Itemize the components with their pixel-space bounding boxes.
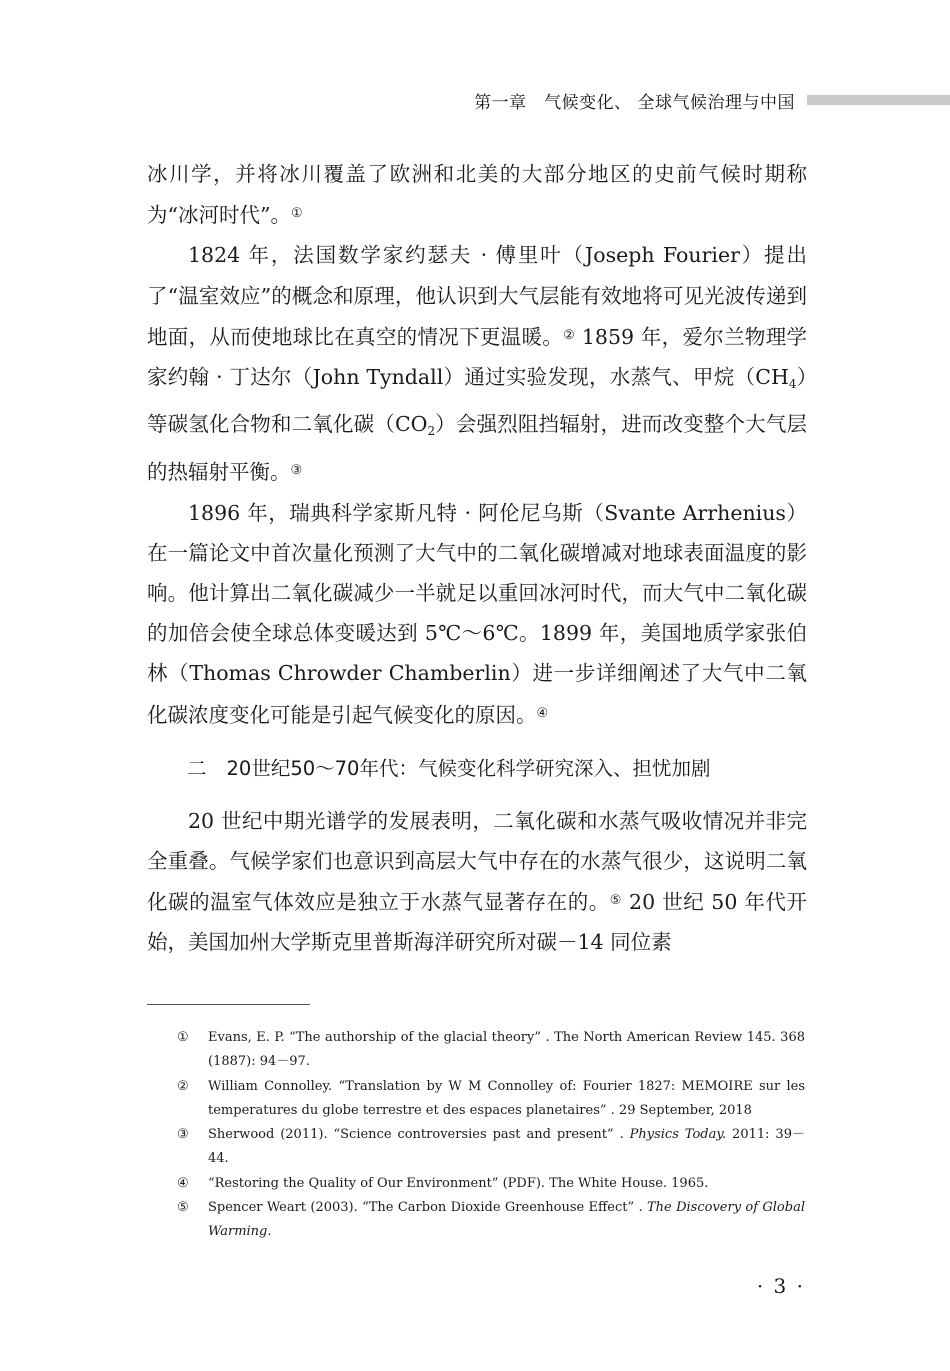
body-text [147, 154, 807, 963]
footnote-5-book-title: The Discovery of Global Warming. [208, 1200, 805, 1240]
footnote-2-text: William Connolley. “Translation by W M Connolley of: Fourier 1827: MEMOIRE sur les temperatures du globe terrestre et des espaces planetaires” . 29 September, 2018 [208, 1078, 805, 1118]
footnote-ref-1[interactable]: ① [290, 206, 303, 222]
footnote-3 [177, 1123, 805, 1172]
paragraph-2-text-b: 1859 年，爱尔兰物理学家约翰 · 丁达尔（John Tyndall）通过实验发现，水蒸气、甲烷（CH [147, 324, 808, 390]
paragraph-1-text: 冰川学，并将冰川覆盖了欧洲和北美的大部分地区的史前气候时期称为“冰河时代”。 [147, 162, 807, 228]
footnote-4-text: “Restoring the Quality of Our Environment” (PDF). The White House. 1965. [208, 1175, 709, 1191]
footnote-ref-5[interactable]: ⑤ [609, 893, 622, 909]
paragraph-3 [147, 493, 807, 735]
section-title: 20世纪50～70年代：气候变化科学研究深入、担忧加剧 [226, 756, 711, 780]
footnote-1-text: Evans, E. P. “The authorship of the glacial theory” . The North American Review 145. 368 (1887): 94－97. [208, 1030, 805, 1070]
footnote-1-mark: ① [177, 1030, 189, 1045]
footnote-2 [177, 1075, 805, 1124]
footnote-2-mark: ② [177, 1078, 189, 1094]
footnote-3-text-a: Sherwood (2011). “Science controversies past and present” . [208, 1127, 630, 1143]
footnote-3-text [208, 1123, 805, 1172]
subscript-ch4: 4 [788, 377, 797, 392]
footnote-3-mark: ③ [177, 1127, 189, 1143]
header-decorative-bar [807, 95, 950, 105]
paragraph-1 [147, 154, 807, 235]
paragraph-2 [147, 235, 807, 492]
running-header [420, 88, 950, 112]
footnote-ref-3[interactable]: ③ [290, 463, 303, 479]
footnote-3-journal: Physics Today. [629, 1127, 727, 1143]
paragraph-2-text-a: 1824 年，法国数学家约瑟夫 · 傅里叶（Joseph Fourier）提出了“温室效应”的概念和原理，他认识到大气层能有效地将可见光波传递到地面，从而使地球比在真空的情况下更温暖。 [147, 243, 807, 349]
paragraph-4-text-a: 20 世纪中期光谱学的发展表明，二氧化碳和水蒸气吸收情况并非完全重叠。气候学家们也意识到高层大气中存在的水蒸气很少，这说明二氧化碳的温室气体效应是独立于水蒸气显著存在的。 [147, 808, 807, 915]
section-heading [187, 749, 807, 789]
footnote-3-text-b: 2011: 39－44. [208, 1127, 805, 1167]
footnote-4-mark: ④ [177, 1175, 189, 1191]
footnote-5-text [208, 1196, 805, 1245]
paragraph-4-text-b: 20 世纪 50 年代开始，美国加州大学斯克里普斯海洋研究所对碳－14 同位素 [147, 890, 808, 955]
footnote-ref-4[interactable]: ④ [536, 705, 549, 721]
page-number: · 3 · [756, 1274, 805, 1298]
footnote-1 [177, 1026, 805, 1075]
paragraph-2-text-d: ）会强烈阻挡辐射，进而改变整个大气层的热辐射平衡。 [147, 412, 807, 485]
footnote-divider [147, 1004, 310, 1005]
footnote-4 [177, 1172, 805, 1196]
footnote-5-text-a: Spencer Weart (2003). “The Carbon Dioxide Greenhouse Effect” . [208, 1200, 647, 1216]
subscript-co2: 2 [427, 424, 436, 439]
running-header-title: 第一章 气候变化、 全球气候治理与中国 [474, 92, 795, 113]
paragraph-3-text: 1896 年，瑞典科学家斯凡特 · 阿伦尼乌斯（Svante Arrhenius）在一篇论文中首次量化预测了大气中的二氧化碳增减对地球表面温度的影响。他计算出二氧化碳减少一半就足以重回冰河时代，而大气中二氧化碳的加倍会使全球总体变暖达到 5℃～6℃。1899 年，美国地质学家张伯林（Thomas Chrowder Chamberlin）进一步详细阐述了大气中二氧化碳浓度变化可能是引起气候变化的原因。 [147, 500, 807, 727]
footnotes [177, 1026, 805, 1245]
footnote-5 [177, 1196, 805, 1245]
paragraph-2-text-c: ）等碳氢化合物和二氧化碳（CO [147, 365, 807, 437]
footnote-5-mark: ⑤ [177, 1200, 189, 1216]
footnote-ref-2[interactable]: ② [563, 327, 576, 343]
section-number: 二 [187, 756, 207, 780]
paragraph-4 [147, 801, 807, 963]
